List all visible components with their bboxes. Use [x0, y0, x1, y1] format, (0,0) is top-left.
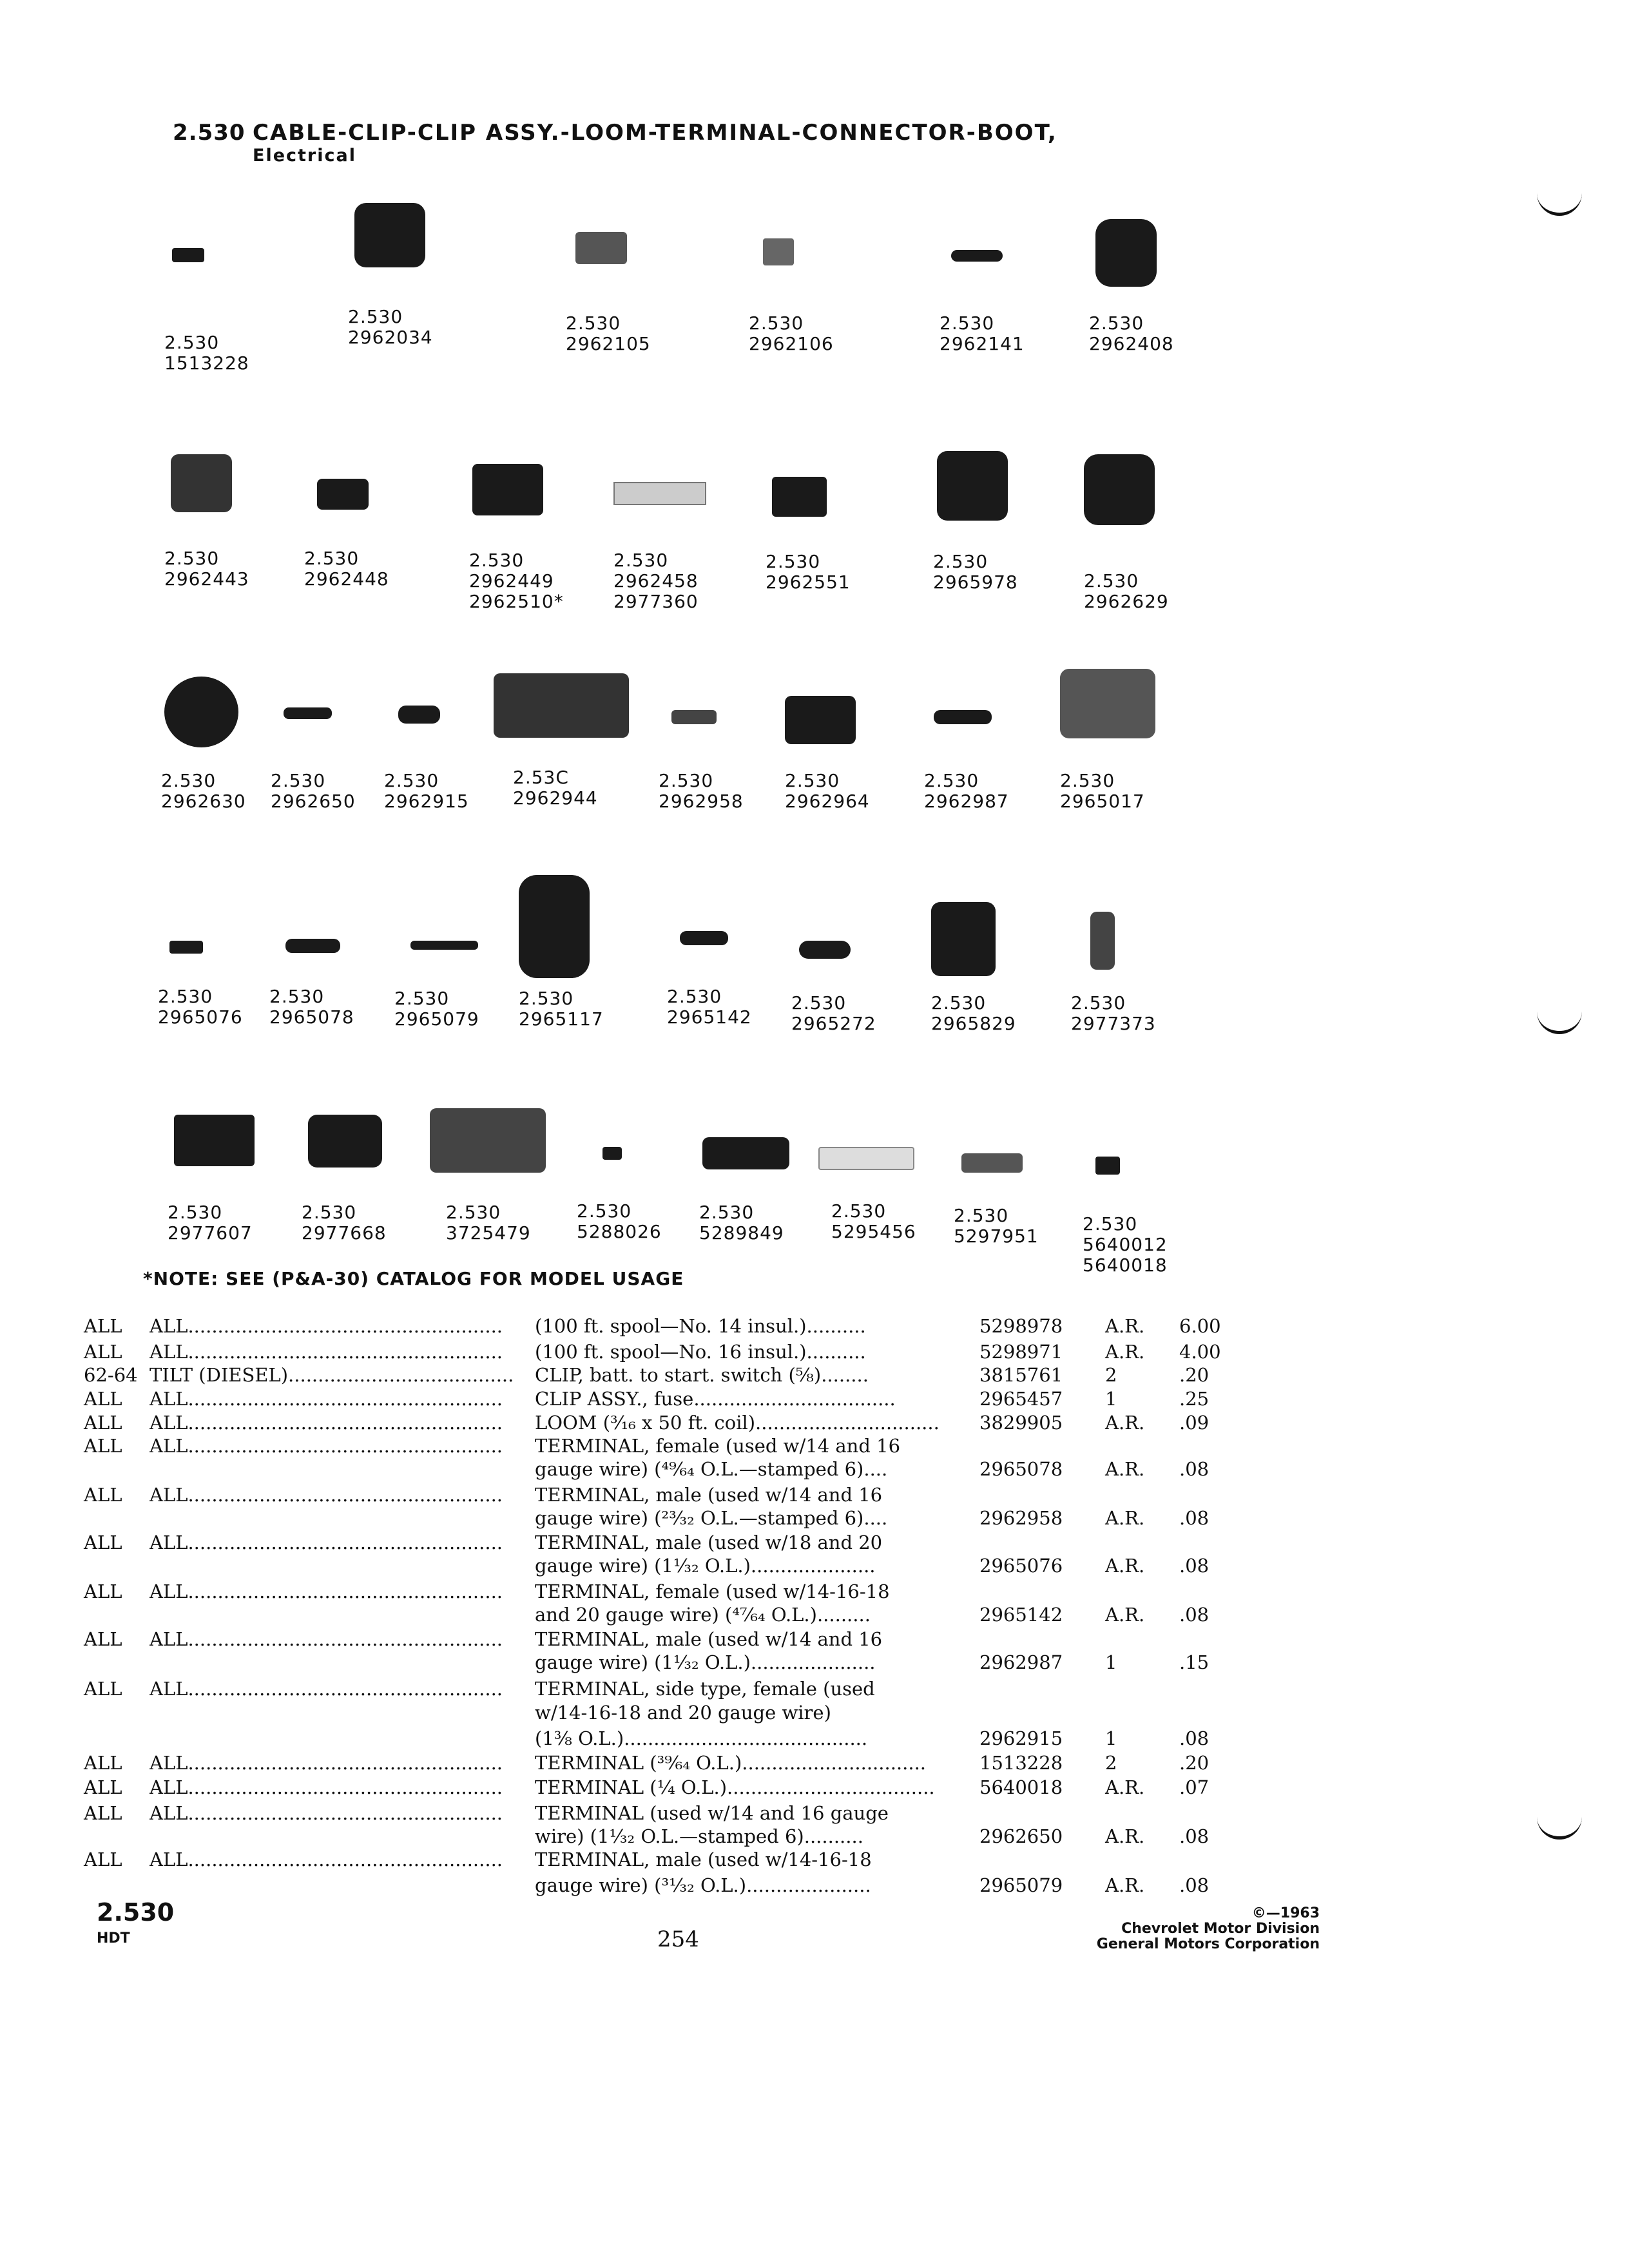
price: .08 — [1179, 1727, 1210, 1749]
part-number: 2965076 — [979, 1555, 1063, 1577]
part-figure — [577, 1081, 706, 1242]
quantity: A.R. — [1105, 1341, 1145, 1363]
quantity: A.R. — [1105, 1825, 1145, 1847]
part-caption: 2.530 2962650 — [271, 770, 356, 812]
part-image — [472, 464, 543, 515]
model-year: 62-64 — [84, 1364, 138, 1386]
binder-hole-mark — [1537, 1817, 1582, 1840]
part-caption: 2.530 2962443 — [164, 548, 249, 590]
part-image — [317, 479, 369, 510]
model: ALL..................................................... — [149, 1752, 503, 1774]
part-caption: 2.530 2962551 — [766, 551, 851, 593]
part-figure — [1084, 451, 1213, 612]
model-year: ALL — [84, 1532, 122, 1553]
part-caption: 2.530 2962915 — [384, 770, 469, 812]
description: (100 ft. spool—No. 14 insul.).......... — [535, 1315, 866, 1337]
model: ALL..................................................... — [149, 1341, 503, 1363]
quantity: A.R. — [1105, 1458, 1145, 1480]
part-number: 2962915 — [979, 1727, 1063, 1749]
part-number: 2965457 — [979, 1388, 1063, 1410]
description: CLIP ASSY., fuse.................................. — [535, 1388, 896, 1410]
part-caption: 2.530 1513228 — [164, 332, 249, 374]
part-caption: 2.530 2977668 — [302, 1202, 387, 1244]
price: .08 — [1179, 1555, 1210, 1577]
part-caption: 2.530 2962958 — [659, 770, 744, 812]
part-number: 5640018 — [979, 1776, 1063, 1798]
price: 4.00 — [1179, 1341, 1221, 1363]
model: ALL..................................................... — [149, 1802, 503, 1824]
part-figure — [304, 428, 433, 590]
description: TERMINAL (used w/14 and 16 gauge — [535, 1802, 889, 1824]
model: ALL..................................................... — [149, 1678, 503, 1700]
part-image — [575, 232, 627, 264]
part-image — [494, 673, 629, 738]
model: ALL..................................................... — [149, 1776, 503, 1798]
part-figure — [269, 867, 398, 1028]
part-caption: 2.530 2962458 2977360 — [613, 550, 699, 612]
part-image — [1084, 454, 1155, 525]
part-figure — [164, 213, 293, 374]
part-caption: 2.530 2962630 — [161, 770, 246, 812]
part-figure — [513, 648, 642, 809]
price: .08 — [1179, 1604, 1210, 1626]
part-figure — [924, 651, 1053, 812]
model-year: ALL — [84, 1678, 122, 1700]
part-image — [602, 1147, 622, 1160]
part-figure — [931, 873, 1060, 1034]
part-figure — [954, 1086, 1083, 1247]
part-caption: 2.530 2962408 — [1089, 312, 1174, 354]
model: ALL..................................................... — [149, 1849, 503, 1870]
quantity: A.R. — [1105, 1604, 1145, 1626]
part-caption: 2.530 2965076 — [158, 986, 243, 1028]
part-caption: 2.530 2965272 — [791, 992, 876, 1034]
model: ALL..................................................... — [149, 1532, 503, 1553]
description: gauge wire) (1⅟₃₂ O.L.)..................... — [535, 1555, 876, 1577]
part-number: 2962987 — [979, 1651, 1063, 1673]
price: .25 — [1179, 1388, 1210, 1410]
copyright-division: Chevrolet Motor Division — [1121, 1921, 1320, 1937]
part-figure — [785, 651, 914, 812]
price: .09 — [1179, 1412, 1210, 1434]
part-image — [398, 706, 440, 724]
part-figure — [271, 651, 400, 812]
model-year: ALL — [84, 1484, 122, 1506]
part-caption: 2.530 2962141 — [940, 312, 1025, 354]
part-caption: 2.530 2962964 — [785, 770, 870, 812]
part-image — [934, 710, 992, 724]
part-image — [613, 482, 706, 505]
quantity: 1 — [1105, 1388, 1117, 1410]
part-image — [951, 250, 1003, 262]
part-caption: 2.530 5295456 — [831, 1200, 916, 1242]
description: LOOM (³⁄₁₆ x 50 ft. coil)............................... — [535, 1412, 940, 1434]
price: .08 — [1179, 1825, 1210, 1847]
description: (1⅜ O.L.)......................................... — [535, 1727, 868, 1749]
description: and 20 gauge wire) (⁴⁷⁄₆₄ O.L.)......... — [535, 1604, 871, 1626]
price: 6.00 — [1179, 1315, 1221, 1337]
part-figure — [469, 451, 598, 612]
description: gauge wire) (²³⁄₃₂ O.L.—stamped 6).... — [535, 1507, 888, 1529]
model: ALL..................................................... — [149, 1435, 503, 1457]
description: w/14-16-18 and 20 gauge wire) — [535, 1702, 831, 1724]
part-caption: 2.530 2965017 — [1060, 770, 1145, 812]
part-figure — [749, 193, 878, 354]
page-number: 254 — [657, 1927, 699, 1952]
part-image — [931, 902, 996, 976]
part-image — [937, 451, 1008, 521]
part-image — [430, 1108, 546, 1173]
part-figure — [566, 193, 695, 354]
part-figure — [164, 428, 293, 590]
part-figure — [1083, 1115, 1211, 1276]
part-number: 3829905 — [979, 1412, 1063, 1434]
part-image — [799, 941, 851, 959]
part-number: 2965142 — [979, 1604, 1063, 1626]
description: TERMINAL, male (used w/14 and 16 — [535, 1484, 883, 1506]
part-figure — [446, 1082, 575, 1244]
part-figure — [940, 193, 1068, 354]
model: ALL..................................................... — [149, 1581, 503, 1602]
price: .15 — [1179, 1651, 1210, 1673]
description: gauge wire) (1⅟₃₂ O.L.)..................... — [535, 1651, 876, 1673]
quantity: 1 — [1105, 1727, 1117, 1749]
part-figure — [613, 451, 742, 612]
model-year: ALL — [84, 1752, 122, 1774]
part-caption: 2.530 2977607 — [168, 1202, 253, 1244]
part-number: 2962650 — [979, 1825, 1063, 1847]
part-caption: 2.530 2962629 — [1084, 570, 1169, 612]
part-caption: 2.530 2962034 — [348, 306, 433, 348]
description: TERMINAL, side type, female (used — [535, 1678, 875, 1700]
price: .20 — [1179, 1752, 1210, 1774]
part-number: 1513228 — [979, 1752, 1063, 1774]
part-number: 2965078 — [979, 1458, 1063, 1480]
quantity: A.R. — [1105, 1315, 1145, 1337]
part-figure — [699, 1082, 828, 1244]
model-usage-note: *NOTE: SEE (P&A-30) CATALOG FOR MODEL USAGE — [143, 1268, 684, 1289]
part-caption: 2.530 2965978 — [933, 551, 1018, 593]
part-figure — [348, 187, 477, 348]
price: .20 — [1179, 1364, 1210, 1386]
description: CLIP, batt. to start. switch (⅝)........ — [535, 1364, 869, 1386]
part-caption: 2.530 5297951 — [954, 1205, 1039, 1247]
model: TILT (DIESEL)...................................... — [149, 1364, 514, 1386]
quantity: 2 — [1105, 1364, 1117, 1386]
part-figure — [302, 1082, 430, 1244]
price: .08 — [1179, 1874, 1210, 1896]
description: TERMINAL, male (used w/14 and 16 — [535, 1628, 883, 1650]
part-caption: 2.530 2977373 — [1071, 992, 1156, 1034]
part-caption: 2.530 2965078 — [269, 986, 354, 1028]
part-figure — [168, 1082, 296, 1244]
quantity: A.R. — [1105, 1776, 1145, 1798]
part-caption: 2.530 5288026 — [577, 1200, 662, 1242]
description: (100 ft. spool—No. 16 insul.).......... — [535, 1341, 866, 1363]
model-year: ALL — [84, 1776, 122, 1798]
part-image — [1095, 1157, 1120, 1175]
model-year: ALL — [84, 1435, 122, 1457]
part-image — [172, 248, 204, 262]
part-number: 2962958 — [979, 1507, 1063, 1529]
part-figure — [831, 1081, 960, 1242]
part-image — [308, 1115, 382, 1168]
part-image — [961, 1153, 1023, 1173]
part-image — [818, 1147, 914, 1170]
model-year: ALL — [84, 1388, 122, 1410]
part-figure — [667, 867, 796, 1028]
model: ALL..................................................... — [149, 1315, 503, 1337]
price: .07 — [1179, 1776, 1210, 1798]
footer-section: 2.530 — [97, 1898, 175, 1927]
part-image — [1060, 669, 1155, 738]
part-figure — [766, 432, 894, 593]
part-image — [410, 941, 478, 950]
model-year: ALL — [84, 1341, 122, 1363]
quantity: A.R. — [1105, 1412, 1145, 1434]
quantity: 1 — [1105, 1651, 1117, 1673]
part-number: 5298971 — [979, 1341, 1063, 1363]
part-image — [519, 875, 590, 978]
part-image — [354, 203, 425, 267]
copyright-corp: General Motors Corporation — [1096, 1936, 1320, 1952]
part-image — [169, 941, 203, 954]
footer-series: HDT — [97, 1930, 130, 1946]
part-caption: 2.530 2962448 — [304, 548, 389, 590]
part-number: 3815761 — [979, 1364, 1063, 1386]
part-image — [171, 454, 232, 512]
part-image — [1090, 912, 1115, 970]
part-figure — [1060, 651, 1189, 812]
part-figure — [933, 432, 1062, 593]
part-caption: 2.530 2962449 2962510* — [469, 550, 564, 612]
part-image — [671, 710, 717, 724]
model: ALL..................................................... — [149, 1628, 503, 1650]
model-year: ALL — [84, 1581, 122, 1602]
model: ALL..................................................... — [149, 1412, 503, 1434]
page-title: CABLE-CLIP-CLIP ASSY.-LOOM-TERMINAL-CONNECTOR-BOOT, — [253, 120, 1057, 146]
part-image — [164, 677, 238, 747]
part-image — [285, 939, 340, 953]
description: gauge wire) (⁴⁹⁄₆₄ O.L.—stamped 6).... — [535, 1458, 888, 1480]
part-image — [763, 238, 794, 265]
description: TERMINAL (¼ O.L.)................................... — [535, 1776, 935, 1798]
part-figure — [1089, 193, 1218, 354]
part-figure — [158, 867, 287, 1028]
part-caption: 2.530 2962105 — [566, 312, 651, 354]
part-number: 2965079 — [979, 1874, 1063, 1896]
part-caption: 2.530 2962106 — [749, 312, 834, 354]
model: ALL..................................................... — [149, 1388, 503, 1410]
model-year: ALL — [84, 1628, 122, 1650]
part-image — [702, 1137, 789, 1169]
part-caption: 2.530 2965079 — [394, 988, 479, 1030]
description: wire) (1⅟₃₂ O.L.—stamped 6).......... — [535, 1825, 863, 1847]
description: TERMINAL, female (used w/14-16-18 — [535, 1581, 890, 1602]
model-year: ALL — [84, 1412, 122, 1434]
part-caption: 2.530 2962987 — [924, 770, 1009, 812]
description: TERMINAL, male (used w/14-16-18 — [535, 1849, 872, 1870]
quantity: A.R. — [1105, 1507, 1145, 1529]
part-image — [1095, 219, 1157, 287]
quantity: A.R. — [1105, 1874, 1145, 1896]
part-caption: 2.530 2965117 — [519, 988, 604, 1030]
quantity: A.R. — [1105, 1555, 1145, 1577]
part-caption: 2.530 2965142 — [667, 986, 752, 1028]
part-caption: 2.530 5640012 5640018 — [1083, 1213, 1168, 1276]
part-figure — [394, 869, 523, 1030]
binder-hole-mark — [1537, 193, 1582, 216]
copyright-year: ©—1963 — [1251, 1905, 1320, 1921]
part-caption: 2.530 5289849 — [699, 1202, 784, 1244]
part-image — [772, 477, 827, 517]
part-number: 5298978 — [979, 1315, 1063, 1337]
section-number: 2.530 — [173, 120, 246, 146]
copyright-block — [1097, 1906, 1320, 1952]
description: gauge wire) (³¹⁄₃₂ O.L.)..................... — [535, 1874, 871, 1896]
quantity: 2 — [1105, 1752, 1117, 1774]
model: ALL..................................................... — [149, 1484, 503, 1506]
model-year: ALL — [84, 1802, 122, 1824]
part-image — [174, 1115, 255, 1166]
model-year: ALL — [84, 1315, 122, 1337]
part-figure — [519, 869, 648, 1030]
part-image — [785, 696, 856, 744]
price: .08 — [1179, 1458, 1210, 1480]
part-caption: 2.530 3725479 — [446, 1202, 531, 1244]
part-image — [680, 931, 728, 945]
price: .08 — [1179, 1507, 1210, 1529]
description: TERMINAL (³⁹⁄₆₄ O.L.)............................... — [535, 1752, 927, 1774]
model-year: ALL — [84, 1849, 122, 1870]
page-subtitle: Electrical — [253, 146, 356, 166]
part-image — [284, 707, 332, 719]
part-caption: 2.53C 2962944 — [513, 767, 598, 809]
binder-hole-mark — [1537, 1012, 1582, 1034]
description: TERMINAL, male (used w/18 and 20 — [535, 1532, 883, 1553]
description: TERMINAL, female (used w/14 and 16 — [535, 1435, 901, 1457]
part-figure — [791, 873, 920, 1034]
part-figure — [1071, 873, 1200, 1034]
part-figure — [659, 651, 787, 812]
part-caption: 2.530 2965829 — [931, 992, 1016, 1034]
